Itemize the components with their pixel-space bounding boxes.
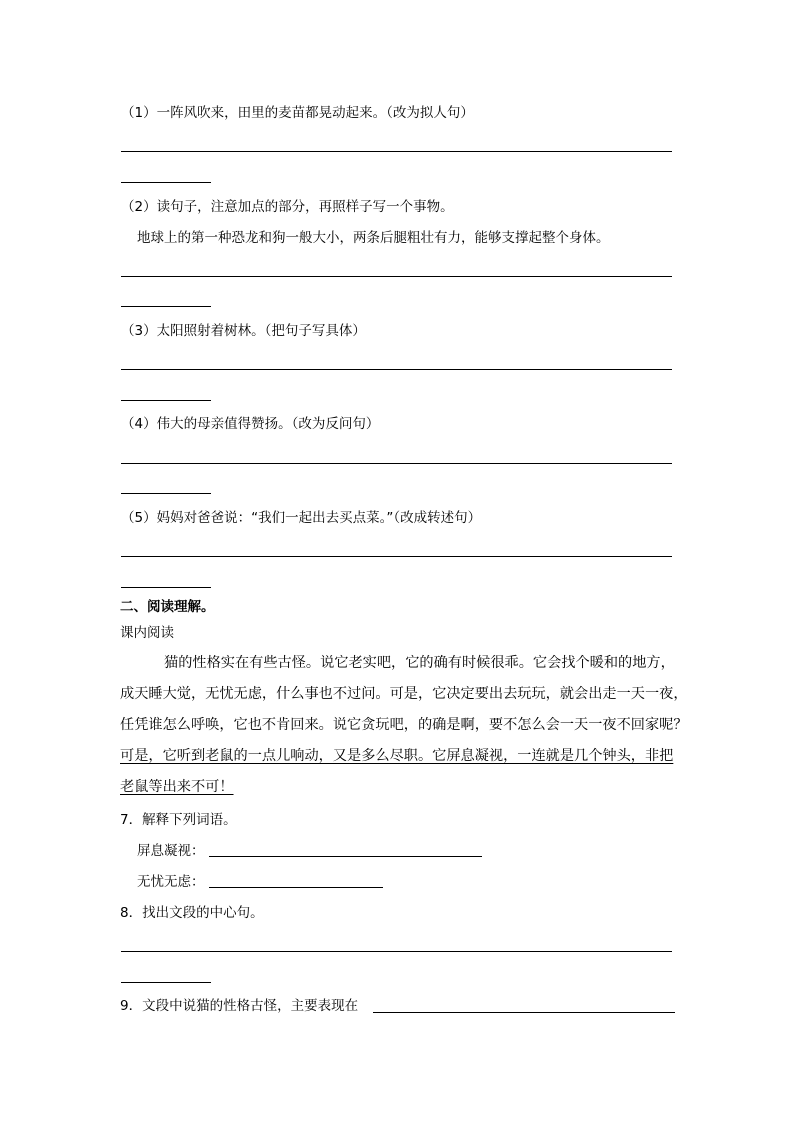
answer-line[interactable] xyxy=(121,276,672,277)
question-5: （5）妈妈对爸爸说：“我们一起出去买点菜。”（改成转述句） xyxy=(121,510,482,526)
question-3: （3）太阳照射着树林。（把句子写具体） xyxy=(121,323,366,339)
answer-line-short[interactable] xyxy=(121,493,211,494)
answer-line[interactable] xyxy=(121,951,672,952)
answer-line[interactable] xyxy=(121,151,672,152)
question-2: （2）读句子，注意加点的部分，再照样子写一个事物。 xyxy=(121,199,454,215)
answer-line-short[interactable] xyxy=(121,306,211,307)
term-1-answer-line[interactable] xyxy=(209,856,482,857)
term-2-label: 无忧无虑： xyxy=(137,874,205,890)
answer-line[interactable] xyxy=(121,556,672,557)
passage-line: 成天睡大觉，无忧无虑，什么事也不过问。可是，它决定要出去玩玩，就会出走一天一夜， xyxy=(120,686,688,702)
question-1: （1）一阵风吹来，田里的麦苗都晃动起来。（改为拟人句） xyxy=(121,105,474,121)
section-subheading: 课内阅读 xyxy=(120,625,174,641)
passage-line: 猫的性格实在有些古怪。说它老实吧，它的确有时候很乖。它会找个暖和的地方， xyxy=(164,655,675,671)
answer-line-short[interactable] xyxy=(121,587,211,588)
passage-line-underlined: 可是，它听到老鼠的一点儿响动，又是多么尽职。它屏息凝视，一连就是几个钟头，非把 xyxy=(120,748,674,764)
answer-line[interactable] xyxy=(121,369,672,370)
passage-line: 任凭谁怎么呼唤，它也不肯回来。说它贪玩吧，的确是啊，要不怎么会一天一夜不回家呢？ xyxy=(120,717,688,733)
answer-line[interactable] xyxy=(121,463,672,464)
question-8: 8．找出文段的中心句。 xyxy=(120,905,264,921)
example-sentence: 地球上的第一种恐龙和狗一般大小，两条后腿粗壮有力，能够支撑起整个身体。 xyxy=(137,230,610,246)
question-9-answer-line[interactable] xyxy=(373,1012,675,1013)
answer-line-short[interactable] xyxy=(121,182,211,183)
question-7: 7．解释下列词语。 xyxy=(120,812,237,828)
term-1-label: 屏息凝视： xyxy=(137,843,205,859)
reading-passage xyxy=(120,648,688,803)
answer-line-short[interactable] xyxy=(121,982,211,983)
term-2-answer-line[interactable] xyxy=(209,887,383,888)
answer-line-short[interactable] xyxy=(121,400,211,401)
passage-line-underlined: 老鼠等出来不可！ xyxy=(120,779,234,795)
section-heading: 二、阅读理解。 xyxy=(120,599,215,615)
question-9: 9．文段中说猫的性格古怪，主要表现在 xyxy=(120,998,359,1014)
question-4: （4）伟大的母亲值得赞扬。（改为反问句） xyxy=(121,416,380,432)
